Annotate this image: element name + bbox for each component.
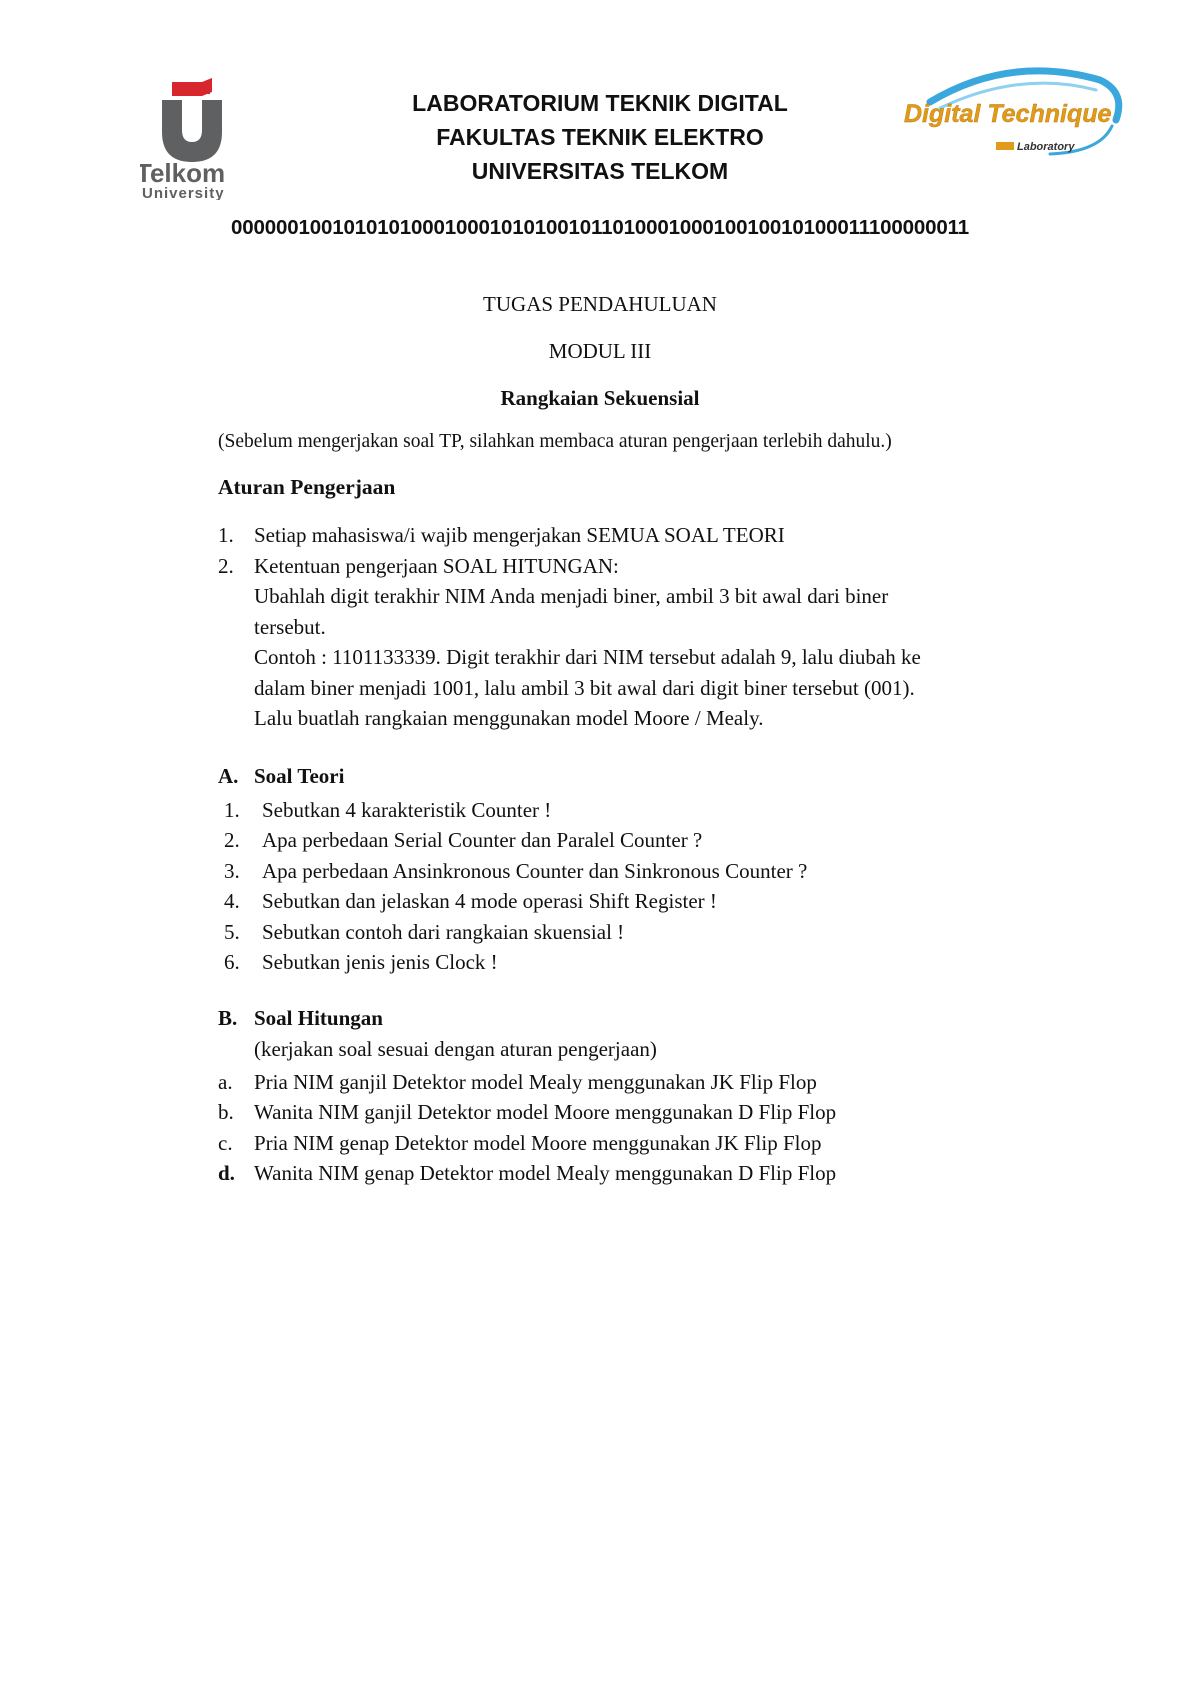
item-letter: c. bbox=[218, 1130, 233, 1155]
item-text: Sebutkan dan jelaskan 4 mode operasi Shift Register ! bbox=[262, 889, 717, 914]
document-title: TUGAS PENDAHULUAN bbox=[483, 292, 717, 316]
section-b-heading bbox=[218, 1006, 383, 1031]
rule-line: Lalu buatlah rangkaian menggunakan model Moore / Mealy. bbox=[254, 706, 764, 730]
institution-line: FAKULTAS TEKNIK ELEKTRO bbox=[436, 124, 764, 150]
digital-technique-logo-icon bbox=[900, 62, 1125, 172]
list-item bbox=[224, 917, 807, 947]
item-text: Sebutkan 4 karakteristik Counter ! bbox=[262, 798, 552, 822]
module-subtitle: Rangkaian Sekuensial bbox=[500, 386, 700, 410]
list-item bbox=[218, 1097, 836, 1127]
rule-line: Ubahlah digit terakhir NIM Anda menjadi biner, ambil 3 bit awal dari biner bbox=[254, 584, 889, 608]
telkom-logo-sub: University bbox=[142, 185, 225, 200]
list-item bbox=[218, 1128, 836, 1158]
rule-number: 2. bbox=[218, 553, 234, 578]
telkom-logo-icon bbox=[140, 78, 260, 200]
item-number: 3. bbox=[224, 858, 240, 883]
item-text: Apa perbedaan Ansinkronous Counter dan Sinkronous Counter ? bbox=[262, 858, 808, 883]
item-letter: b. bbox=[218, 1100, 234, 1125]
list-item bbox=[224, 886, 807, 916]
list-item bbox=[224, 825, 807, 855]
theory-question-list bbox=[224, 795, 807, 977]
item-text: Wanita NIM ganjil Detektor model Moore menggunakan D Flip Flop bbox=[254, 1100, 837, 1125]
rule-item bbox=[218, 520, 1078, 551]
rule-line: dalam biner menjadi 1001, lalu ambil 3 bit awal dari digit biner tersebut (001). bbox=[254, 675, 915, 700]
rule-item bbox=[218, 551, 1078, 734]
institution-line: UNIVERSITAS TELKOM bbox=[471, 158, 729, 184]
rule-line: Ketentuan pengerjaan SOAL HITUNGAN: bbox=[254, 553, 619, 578]
section-letter: B. bbox=[218, 1006, 238, 1030]
telkom-logo-name: Telkom bbox=[140, 158, 226, 188]
list-item bbox=[224, 795, 807, 825]
rule-text: Setiap mahasiswa/i wajib mengerjakan SEMUA SOAL TEORI bbox=[254, 523, 785, 547]
digital-technique-logo bbox=[900, 62, 1125, 172]
item-text: Wanita NIM genap Detektor model Mealy menggunakan D Flip Flop bbox=[254, 1161, 837, 1186]
section-letter: A. bbox=[218, 764, 239, 788]
rule-number: 1. bbox=[218, 523, 234, 547]
item-text: Sebutkan jenis jenis Clock ! bbox=[262, 950, 498, 975]
item-number: 1. bbox=[224, 798, 240, 822]
list-item bbox=[224, 947, 807, 977]
list-item bbox=[224, 856, 807, 886]
module-title: MODUL III bbox=[548, 339, 652, 363]
item-number: 6. bbox=[224, 950, 240, 975]
rule-line: Contoh : 1101133339. Digit terakhir dari NIM tersebut adalah 9, lalu diubah ke bbox=[254, 645, 921, 669]
item-text: Pria NIM ganjil Detektor model Mealy menggunakan JK Flip Flop bbox=[254, 1070, 817, 1094]
item-number: 5. bbox=[224, 919, 240, 944]
rule-line: tersebut. bbox=[254, 614, 326, 639]
section-a-heading bbox=[218, 764, 344, 789]
section-b-note: (kerjakan soal sesuai dengan aturan pengerjaan) bbox=[254, 1037, 657, 1061]
institution-heading bbox=[330, 86, 870, 188]
item-text: Pria NIM genap Detektor model Moore menggunakan JK Flip Flop bbox=[254, 1130, 822, 1155]
list-item bbox=[218, 1067, 836, 1097]
digital-technique-logo-name: Digital Technique bbox=[904, 100, 1112, 128]
item-number: 4. bbox=[224, 889, 240, 914]
item-number: 2. bbox=[224, 828, 240, 853]
item-text: Apa perbedaan Serial Counter dan Paralel Counter ? bbox=[262, 828, 703, 853]
section-title: Soal Teori bbox=[254, 764, 345, 788]
binary-code: 000000100101010100010001010100101101000100010010010100011100000011 bbox=[230, 216, 970, 239]
institution-line: LABORATORIUM TEKNIK DIGITAL bbox=[412, 90, 788, 116]
rules-list bbox=[218, 520, 1078, 734]
telkom-university-logo bbox=[140, 78, 260, 200]
list-item bbox=[218, 1158, 836, 1188]
digital-technique-logo-sub: Laboratory bbox=[1017, 141, 1075, 153]
rule-text bbox=[254, 551, 1078, 734]
instruction-note: (Sebelum mengerjakan soal TP, silahkan membaca aturan pengerjaan terlebih dahulu.) bbox=[218, 431, 892, 452]
calculation-question-list bbox=[218, 1067, 836, 1189]
item-letter: a. bbox=[218, 1070, 233, 1094]
section-title: Soal Hitungan bbox=[254, 1006, 383, 1030]
item-text: Sebutkan contoh dari rangkaian skuensial ! bbox=[262, 919, 625, 944]
rules-heading: Aturan Pengerjaan bbox=[218, 475, 396, 499]
item-letter: d. bbox=[218, 1161, 235, 1186]
